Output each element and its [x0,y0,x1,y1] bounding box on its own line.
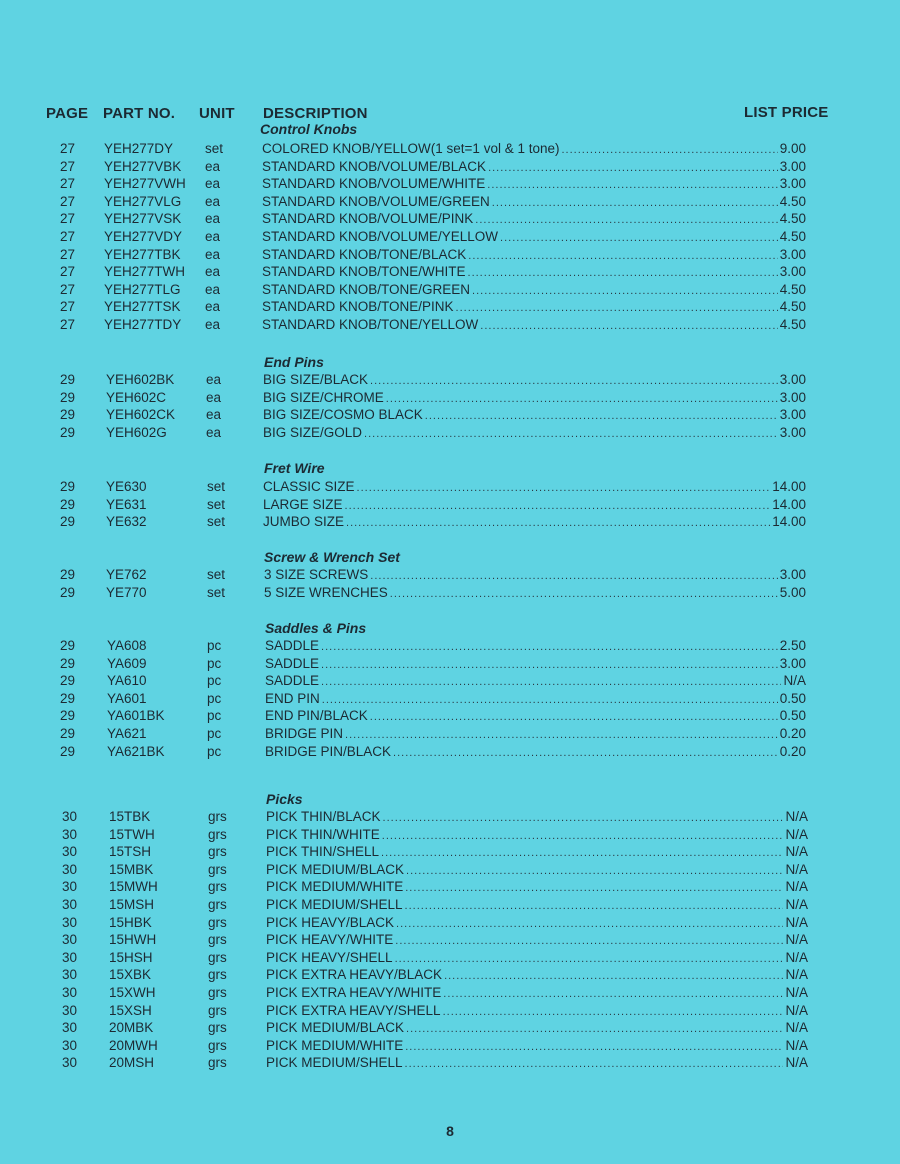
section-title: Saddles & Pins [265,620,367,636]
page-ref: 29 [59,673,75,689]
page-ref: 29 [59,407,75,423]
table-row [0,371,900,389]
list-price: N/A [785,932,808,948]
table-row [0,193,900,211]
unit: grs [208,1037,227,1053]
table-row [0,389,900,407]
table-row [0,1019,900,1037]
section-title: Picks [266,791,303,807]
list-price: 0.50 [779,708,806,724]
unit: grs [208,1055,227,1071]
page-ref: 30 [61,826,77,842]
description: STANDARD KNOB/VOLUME/BLACK [262,158,487,174]
unit: set [205,141,224,156]
list-price: 4.50 [779,193,806,209]
table-row [0,914,900,932]
list-price: 3.00 [779,246,806,262]
unit: ea [205,193,221,209]
description: STANDARD KNOB/VOLUME/GREEN [262,193,490,209]
list-price: 0.50 [779,690,806,706]
dot-leader [480,318,777,336]
description-line [263,424,806,444]
unit: ea [205,264,221,280]
description: STANDARD KNOB/TONE/GREEN [262,281,471,297]
page-ref: 29 [59,479,75,494]
list-price: 3.00 [779,655,806,671]
description-line [263,513,806,533]
list-price: 14.00 [772,479,806,494]
unit: grs [208,809,227,824]
description: STANDARD KNOB/TONE/BLACK [262,246,467,262]
description: PICK THIN/WHITE [266,826,380,842]
description: STANDARD KNOB/TONE/WHITE [262,264,466,280]
description-line [262,316,806,336]
list-price: 5.00 [779,584,806,600]
list-price: N/A [785,897,808,912]
page-ref: 30 [61,1037,77,1053]
page-ref: 27 [59,229,75,244]
description: PICK HEAVY/SHELL [266,949,393,965]
page-ref: 27 [59,246,75,262]
table-row [0,1002,900,1020]
unit: pc [207,673,222,689]
page-ref: 27 [59,281,75,297]
page-ref: 30 [61,844,77,860]
unit: grs [208,949,227,965]
unit: grs [208,826,227,842]
page-ref: 27 [59,264,75,280]
part-number: YEH277TBK [104,246,181,262]
part-number: 15XSH [109,1002,152,1018]
list-price: N/A [785,809,808,824]
page-ref: 29 [59,690,75,706]
unit: ea [205,317,221,332]
unit: grs [208,932,227,948]
table-row [0,228,900,246]
description: BIG SIZE/CHROME [263,389,384,405]
description: BRIDGE PIN/BLACK [265,743,392,759]
part-number: YEH602G [106,424,167,440]
description: PICK EXTRA HEAVY/SHELL [266,1002,441,1018]
part-number: YEH277VLG [104,193,182,209]
table-row [0,878,900,896]
page-ref: 30 [61,861,77,877]
list-price: N/A [785,879,808,895]
page-ref: 27 [59,317,75,332]
description: COLORED KNOB/YELLOW(1 set=1 vol & 1 tone) [262,141,560,156]
description: 5 SIZE WRENCHES [264,584,388,600]
description: PICK THIN/BLACK [266,809,381,824]
description: SADDLE [265,655,320,671]
list-price: N/A [785,1020,808,1036]
table-row [0,743,900,761]
part-number: YEH277TLG [104,281,181,297]
description: PICK MEDIUM/WHITE [266,879,404,895]
list-price: N/A [785,1055,808,1071]
part-number: 15XBK [109,967,152,983]
description: JUMBO SIZE [263,514,345,530]
page-ref: 29 [59,726,75,741]
part-number: YEH602CK [106,407,176,423]
list-price: N/A [785,985,808,1000]
section-title: Screw & Wrench Set [264,549,400,565]
part-number: YA601BK [107,708,165,724]
table-row [0,406,900,424]
unit: ea [206,372,222,387]
header-page: PAGE [46,105,89,122]
part-number: 20MSH [109,1055,155,1071]
header-unit: UNIT [199,105,235,122]
part-number: 15MBK [109,861,154,877]
part-number: 15HWH [109,932,157,948]
table-row [0,263,900,281]
list-price: 3.00 [779,264,806,280]
list-price: 4.50 [779,229,806,244]
description: STANDARD KNOB/TONE/YELLOW [262,317,479,332]
list-price: N/A [785,949,808,965]
table-row [0,808,900,826]
page-ref: 27 [59,211,75,227]
unit: set [207,514,226,530]
page-ref: 29 [59,496,75,512]
part-number: YE631 [106,496,147,512]
description: BIG SIZE/GOLD [263,424,363,440]
list-price: N/A [785,861,808,877]
unit: ea [205,299,221,315]
table-row [0,478,900,496]
table-row [0,931,900,949]
unit: pc [207,638,222,653]
table-row [0,175,900,193]
page-ref: 30 [61,879,77,895]
description: END PIN/BLACK [265,708,368,724]
description: PICK HEAVY/WHITE [266,932,394,948]
part-number: 15HBK [109,914,152,930]
part-number: 20MBK [109,1020,154,1036]
list-price: 4.50 [779,211,806,227]
table-row [0,246,900,264]
table-row [0,707,900,725]
list-price: N/A [785,1037,808,1053]
table-row [0,513,900,531]
page-ref: 29 [59,708,75,724]
list-price: 3.00 [779,372,806,387]
page-ref: 30 [61,932,77,948]
part-number: YEH277VDY [104,229,183,244]
page-number: 8 [446,1123,454,1139]
unit: grs [208,844,227,860]
unit: set [207,567,226,582]
table-row [0,584,900,602]
table-row [0,655,900,673]
unit: set [207,584,226,600]
section-title: Control Knobs [260,121,358,137]
unit: grs [208,861,227,877]
page-ref: 29 [59,567,75,582]
description: PICK MEDIUM/SHELL [266,1055,403,1071]
part-number: YEH602C [106,389,167,405]
unit: set [207,496,226,512]
list-price: 9.00 [779,141,806,156]
list-price: N/A [783,673,806,689]
description: STANDARD KNOB/VOLUME/PINK [262,211,474,227]
unit: pc [207,708,222,724]
page-ref: 29 [59,743,75,759]
page-ref: 30 [61,914,77,930]
part-number: YE630 [106,479,147,494]
unit: ea [205,281,221,297]
description: PICK THIN/SHELL [266,844,380,860]
page-ref: 29 [59,514,75,530]
list-price: N/A [785,844,808,860]
list-price: 3.00 [779,158,806,174]
table-row [0,690,900,708]
list-price: 3.00 [779,176,806,192]
part-number: YE762 [106,567,147,582]
unit: grs [208,1002,227,1018]
part-number: YEH277VSK [104,211,182,227]
description: PICK MEDIUM/BLACK [266,1020,405,1036]
table-row [0,566,900,584]
section-title: End Pins [264,354,324,370]
unit: ea [206,407,222,423]
unit: ea [205,158,221,174]
description: PICK EXTRA HEAVY/WHITE [266,985,442,1000]
table-row [0,896,900,914]
table-row [0,281,900,299]
list-price: 4.50 [779,281,806,297]
unit: pc [207,743,222,759]
section-title: Fret Wire [264,460,325,476]
unit: grs [208,967,227,983]
description: BIG SIZE/BLACK [263,372,369,387]
page-ref: 29 [59,372,75,387]
description-line [266,1054,808,1074]
header-description: DESCRIPTION [263,105,368,122]
description: STANDARD KNOB/VOLUME/YELLOW [262,229,499,244]
unit: grs [208,1020,227,1036]
list-price: 3.00 [779,424,806,440]
list-price: N/A [785,914,808,930]
page-ref: 27 [59,141,75,156]
unit: set [207,479,226,494]
dot-leader [364,426,778,444]
dot-leader [346,515,770,533]
part-number: 15MWH [109,879,158,895]
header-list-price: LIST PRICE [744,104,829,121]
page-ref: 30 [61,1055,77,1071]
unit: pc [207,726,222,741]
description: BRIDGE PIN [265,726,344,741]
part-number: YA610 [107,673,147,689]
list-price: N/A [785,967,808,983]
part-number: YEH602BK [106,372,175,387]
table-row [0,861,900,879]
unit: ea [206,424,222,440]
page-ref: 29 [59,389,75,405]
unit: grs [208,879,227,895]
table-row [0,637,900,655]
unit: ea [205,176,221,192]
unit: grs [208,914,227,930]
list-price: 4.50 [779,317,806,332]
part-number: YE770 [106,584,147,600]
table-row [0,496,900,514]
part-number: 15TBK [109,809,151,824]
table-row [0,158,900,176]
part-number: 15TWH [109,826,155,842]
page-ref: 30 [61,1002,77,1018]
table-row [0,843,900,861]
page-ref: 27 [59,299,75,315]
part-number: 15MSH [109,897,155,912]
table-row [0,210,900,228]
table-row [0,672,900,690]
dot-leader [390,586,778,604]
dot-leader [393,745,778,763]
table-row [0,140,900,158]
part-number: YEH277DY [104,141,174,156]
part-number: YEH277TDY [104,317,182,332]
page-ref: 27 [59,158,75,174]
page-ref: 29 [59,584,75,600]
part-number: YA601 [107,690,147,706]
page-ref: 30 [61,897,77,912]
table-row [0,725,900,743]
unit: ea [205,211,221,227]
page-ref: 30 [61,809,77,824]
list-price: 3.00 [779,389,806,405]
table-row [0,1037,900,1055]
unit: grs [208,985,227,1000]
list-price: 0.20 [779,743,806,759]
table-row [0,949,900,967]
page-ref: 27 [59,176,75,192]
part-number: YEH277VBK [104,158,182,174]
description-line [264,584,806,604]
part-number: 20MWH [109,1037,158,1053]
unit: ea [205,246,221,262]
part-number: 15TSH [109,844,152,860]
description: STANDARD KNOB/VOLUME/WHITE [262,176,486,192]
description-line [265,743,806,763]
description: SADDLE [265,673,320,689]
part-number: 15HSH [109,949,153,965]
page-ref: 29 [59,638,75,653]
description: BIG SIZE/COSMO BLACK [263,407,423,423]
description: PICK MEDIUM/BLACK [266,861,405,877]
table-row [0,966,900,984]
description: PICK EXTRA HEAVY/BLACK [266,967,443,983]
page-ref: 30 [61,949,77,965]
list-price: N/A [785,826,808,842]
description: PICK MEDIUM/WHITE [266,1037,404,1053]
list-price: N/A [785,1002,808,1018]
header-part-no: PART NO. [103,105,176,122]
dot-leader [405,1056,784,1074]
part-number: YA621BK [107,743,165,759]
list-price: 14.00 [772,514,806,530]
unit: pc [207,655,222,671]
page-ref: 29 [59,655,75,671]
page-ref: 27 [59,193,75,209]
part-number: YE632 [106,514,147,530]
page-ref: 30 [61,985,77,1000]
list-price: 3.00 [779,567,806,582]
part-number: YA608 [107,638,147,653]
unit: ea [206,389,222,405]
list-price: 4.50 [779,299,806,315]
table-row [0,826,900,844]
description: END PIN [265,690,320,706]
description: STANDARD KNOB/TONE/PINK [262,299,454,315]
description: PICK MEDIUM/SHELL [266,897,403,912]
part-number: YA609 [107,655,147,671]
unit: grs [208,897,227,912]
list-price: 3.00 [779,407,806,423]
table-row [0,984,900,1002]
unit: pc [207,690,222,706]
table-row [0,316,900,334]
list-price: 2.50 [779,638,806,653]
description: SADDLE [265,638,320,653]
unit: ea [205,229,221,244]
page-ref: 30 [61,1020,77,1036]
part-number: YEH277TWH [104,264,186,280]
table-row [0,1054,900,1072]
part-number: YA621 [107,726,147,741]
table-row [0,424,900,442]
description: CLASSIC SIZE [263,479,355,494]
description: PICK HEAVY/BLACK [266,914,395,930]
page-ref: 29 [59,424,75,440]
description: 3 SIZE SCREWS [264,567,369,582]
part-number: 15XWH [109,985,156,1000]
list-price: 14.00 [772,496,806,512]
list-price: 0.20 [779,726,806,741]
page-ref: 30 [61,967,77,983]
table-row [0,298,900,316]
part-number: YEH277TSK [104,299,181,315]
part-number: YEH277VWH [104,176,186,192]
description: LARGE SIZE [263,496,343,512]
